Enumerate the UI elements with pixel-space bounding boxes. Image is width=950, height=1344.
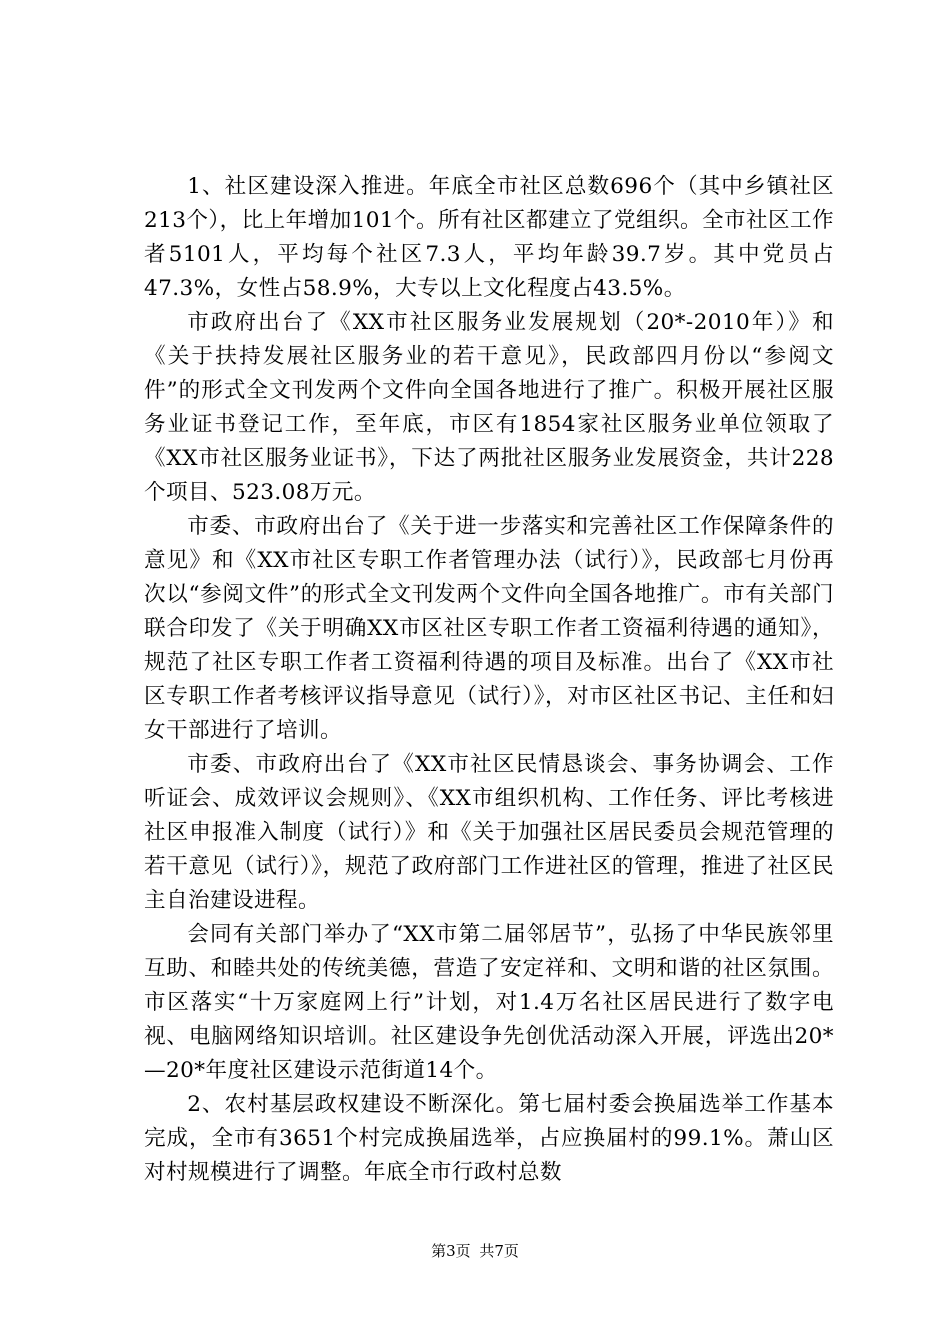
page-number: 第3页 [431, 1242, 471, 1260]
paragraph-community-workers: 市委、市政府出台了《关于进一步落实和完善社区工作保障条件的意见》和《XX市社区专职工作者管理办法（试行）》，民政部七月份再次以“参阅文件”的形式全文刊发两个文件向全国各地推广。市有关部门联合印发了《关于明确XX市区社区专职工作者工资福利待遇的通知》，规范了社区专职工作者工资福利待遇的项目及标准。出台了《XX市社区专职工作者考核评议指导意见（试行）》，对市区社区书记、主任和妇女干部进行了培训。 [144, 514, 834, 743]
page-footer [0, 1241, 950, 1261]
paragraph-neighbor-festival: 会同有关部门举办了“XX市第二届邻居节”，弘扬了中华民族邻里互助、和睦共处的传统美德，营造了安定祥和、文明和谐的社区氛围。市区落实“十万家庭网上行”计划，对1.4万名社区居民进行了数字电视、电脑网络知识培训。社区建设争先创优活动深入开展，评选出20*—20*年度社区建设示范街道14个。 [144, 922, 834, 1083]
document-body [144, 170, 834, 1190]
paragraph-community-building: 1、社区建设深入推进。年底全市社区总数696个（其中乡镇社区213个），比上年增加101个。所有社区都建立了党组织。全市社区工作者5101人，平均每个社区7.3人，平均年龄39.7岁。其中党员占47.3%，女性占58.9%，大专以上文化程度占43.5%。 [144, 174, 834, 301]
paragraph-community-governance: 市委、市政府出台了《XX市社区民情恳谈会、事务协调会、工作听证会、成效评议会规则》、《XX市组织机构、工作任务、评比考核进社区申报准入制度（试行）》和《关于加强社区居民委员会规范管理的若干意见（试行）》，规范了政府部门工作进社区的管理，推进了社区民主自治建设进程。 [144, 752, 834, 913]
page-total: 共7页 [479, 1242, 519, 1260]
paragraph-rural-governance: 2、农村基层政权建设不断深化。第七届村委会换届选举工作基本完成，全市有3651个村完成换届选举，占应换届村的99.1%。萧山区对村规模进行了调整。年底全市行政村总数 [144, 1092, 834, 1185]
paragraph-community-service: 市政府出台了《XX市社区服务业发展规划（20*-2010年）》和《关于扶持发展社区服务业的若干意见》，民政部四月份以“参阅文件”的形式全文刊发两个文件向全国各地进行了推广。积极开展社区服务业证书登记工作，至年底，市区有1854家社区服务业单位领取了《XX市社区服务业证书》，下达了两批社区服务业发展资金，共计228个项目、523.08万元。 [144, 310, 834, 505]
